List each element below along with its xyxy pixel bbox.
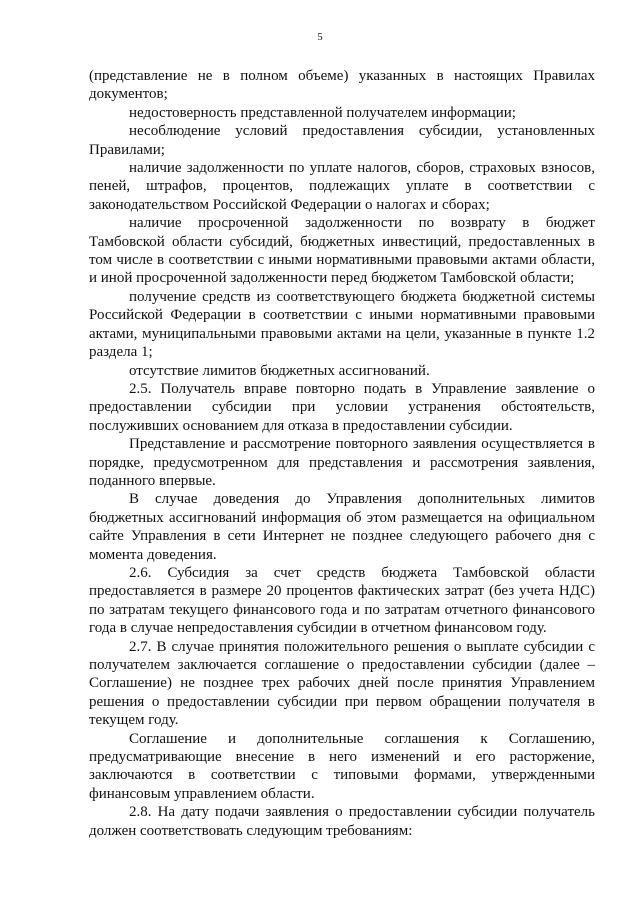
paragraph: наличие просроченной задолженности по возврату в бюджет Тамбовской области субсидий, бюджетных инвестиций, предоставленных в том числе в соответствии с иными нормативными правовыми актами области, и иной просроченной задолженности перед бюджетом Тамбовской области; [89,215,595,287]
paragraph: наличие задолженности по уплате налогов, сборов, страховых взносов, пеней, штрафов, процентов, подлежащих уплате в соответствии с законодательством Российской Федерации о налогах и сборах; [89,160,595,213]
paragraph: недостоверность представленной получателем информации; [129,104,516,121]
paragraph: 2.8. На дату подачи заявления о предоставлении субсидии получатель должен соответствовать следующим требованиям: [89,804,595,839]
document-body [89,67,595,840]
page-number: 5 [317,31,323,43]
paragraph: 2.7. В случае принятия положительного решения о выплате субсидии с получателем заключается соглашение о предоставлении субсидии (далее – Соглашение) не позднее трех рабочих дней после принятия Управлением решения о предоставлении субсидии при первом обращении получателя в текущем году. [89,638,595,729]
paragraph: 2.5. Получатель вправе повторно подать в Управление заявление о предоставлении субсидии при условии устранения обстоятельств, послуживших основанием для отказа в предоставлении субсидии. [89,380,595,434]
paragraph: Соглашение и дополнительные соглашения к Соглашению, предусматривающие внесение в него изменений и его расторжение, заключаются в соответствии с типовыми формами, утвержденными финансовым управлением области. [89,730,595,802]
paragraph: Представление и рассмотрение повторного заявления осуществляется в порядке, предусмотренном для представления и рассмотрения заявления, поданного впервые. [89,436,595,489]
paragraph: 2.6. Субсидия за счет средств бюджета Тамбовской области предоставляется в размере 20 процентов фактических затрат (без учета НДС) по затратам текущего финансового года и по затратам отчетного финансового года в случае непредоставления субсидии в отчетном финансовом году. [89,564,595,637]
paragraph: получение средств из соответствующего бюджета бюджетной системы Российской Федерации в соответствии с иными нормативными правовыми актами, муниципальными правовыми актами на цели, указанные в пункте 1.2 раздела 1; [89,288,595,361]
paragraph: отсутствие лимитов бюджетных ассигнований. [129,362,430,379]
paragraph: (представление не в полном объеме) указанных в настоящих Правилах документов; [89,68,595,103]
paragraph: несоблюдение условий предоставления субсидии, установленных Правилами; [89,123,595,158]
paragraph: В случае доведения до Управления дополнительных лимитов бюджетных ассигнований информация об этом размещается на официальном сайте Управления в сети Интернет не позднее следующего рабочего дня с момента доведения. [89,491,595,563]
